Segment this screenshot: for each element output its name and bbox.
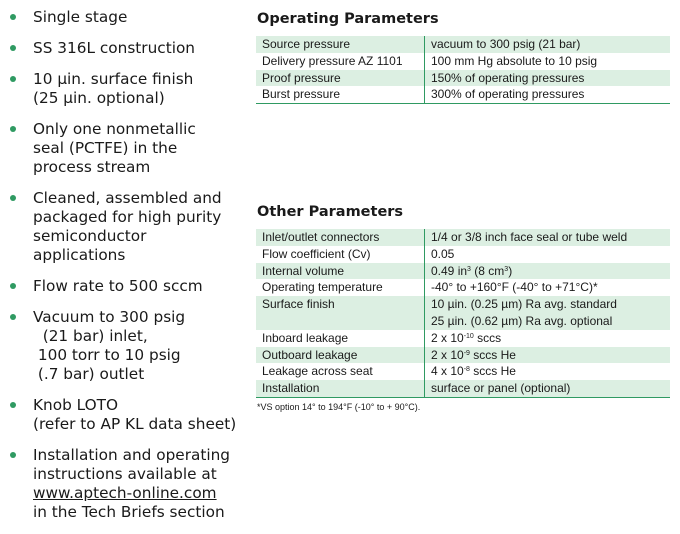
table-row: Flow coefficient (Cv) 0.05 bbox=[256, 246, 670, 263]
feature-item: Cleaned, assembled and packaged for high purity semiconductor applications bbox=[0, 189, 250, 265]
feature-item: Flow rate to 500 sccm bbox=[0, 277, 250, 296]
bullet-dot-icon bbox=[10, 452, 16, 458]
table-row: Operating temperature -40° to +160°F (-40° to +71°C)* bbox=[256, 279, 670, 296]
table-row: Inboard leakage 2 x $10^{-10}$ sccs bbox=[256, 330, 670, 347]
feature-item: Vacuum to 300 psig (21 bar) inlet, 100 torr to 10 psig (.7 bar) outlet bbox=[0, 308, 250, 384]
other-parameters-title: Other Parameters bbox=[257, 204, 404, 220]
feature-item: Installation and operating instructions available at www.aptech-online.com in the Tech Briefs section bbox=[0, 446, 250, 522]
feature-item: Single stage bbox=[0, 8, 250, 27]
feature-item: 10 µin. surface finish (25 µin. optional) bbox=[0, 70, 250, 108]
bullet-dot-icon bbox=[10, 126, 16, 132]
operating-parameters-title: Operating Parameters bbox=[257, 11, 439, 27]
table-row: Leakage across seat 4 x $10^{-8}$ sccs He bbox=[256, 363, 670, 380]
bullet-dot-icon bbox=[10, 314, 16, 320]
table-row: Inlet/outlet connectors 1/4 or 3/8 inch face seal or tube weld bbox=[256, 229, 670, 246]
bullet-dot-icon bbox=[10, 14, 16, 20]
table-row: Outboard leakage 2 x $10^{-9}$ sccs He bbox=[256, 347, 670, 364]
bullet-dot-icon bbox=[10, 402, 16, 408]
operating-parameters-table bbox=[256, 36, 670, 104]
table-row: Proof pressure 150% of operating pressures bbox=[256, 70, 670, 87]
table-row: Source pressure vacuum to 300 psig (21 bar) bbox=[256, 36, 670, 53]
feature-item: Only one nonmetallic seal (PCTFE) in the process stream bbox=[0, 120, 250, 177]
website-link[interactable]: www.aptech-online.com bbox=[33, 484, 217, 502]
feature-list bbox=[0, 8, 250, 534]
feature-item: SS 316L construction bbox=[0, 39, 250, 58]
table-row: Installation surface or panel (optional) bbox=[256, 380, 670, 397]
bullet-dot-icon bbox=[10, 195, 16, 201]
bullet-dot-icon bbox=[10, 283, 16, 289]
table-row: Burst pressure 300% of operating pressures bbox=[256, 86, 670, 103]
table-row: Delivery pressure AZ 1101 100 mm Hg absolute to 10 psig bbox=[256, 53, 670, 70]
bullet-dot-icon bbox=[10, 45, 16, 51]
other-parameters-table bbox=[256, 229, 670, 398]
footnote: *VS option 14° to 194°F (-10° to + 90°C). bbox=[257, 402, 421, 412]
table-row: Internal volume 0.49 $in^3$ (8 $cm^3$) bbox=[256, 263, 670, 280]
bullet-dot-icon bbox=[10, 76, 16, 82]
table-row: Surface finish 10 µin. (0.25 µm) Ra avg. standard 25 µin. (0.62 µm) Ra avg. optional bbox=[256, 296, 670, 330]
feature-item: Knob LOTO (refer to AP KL data sheet) bbox=[0, 396, 250, 434]
